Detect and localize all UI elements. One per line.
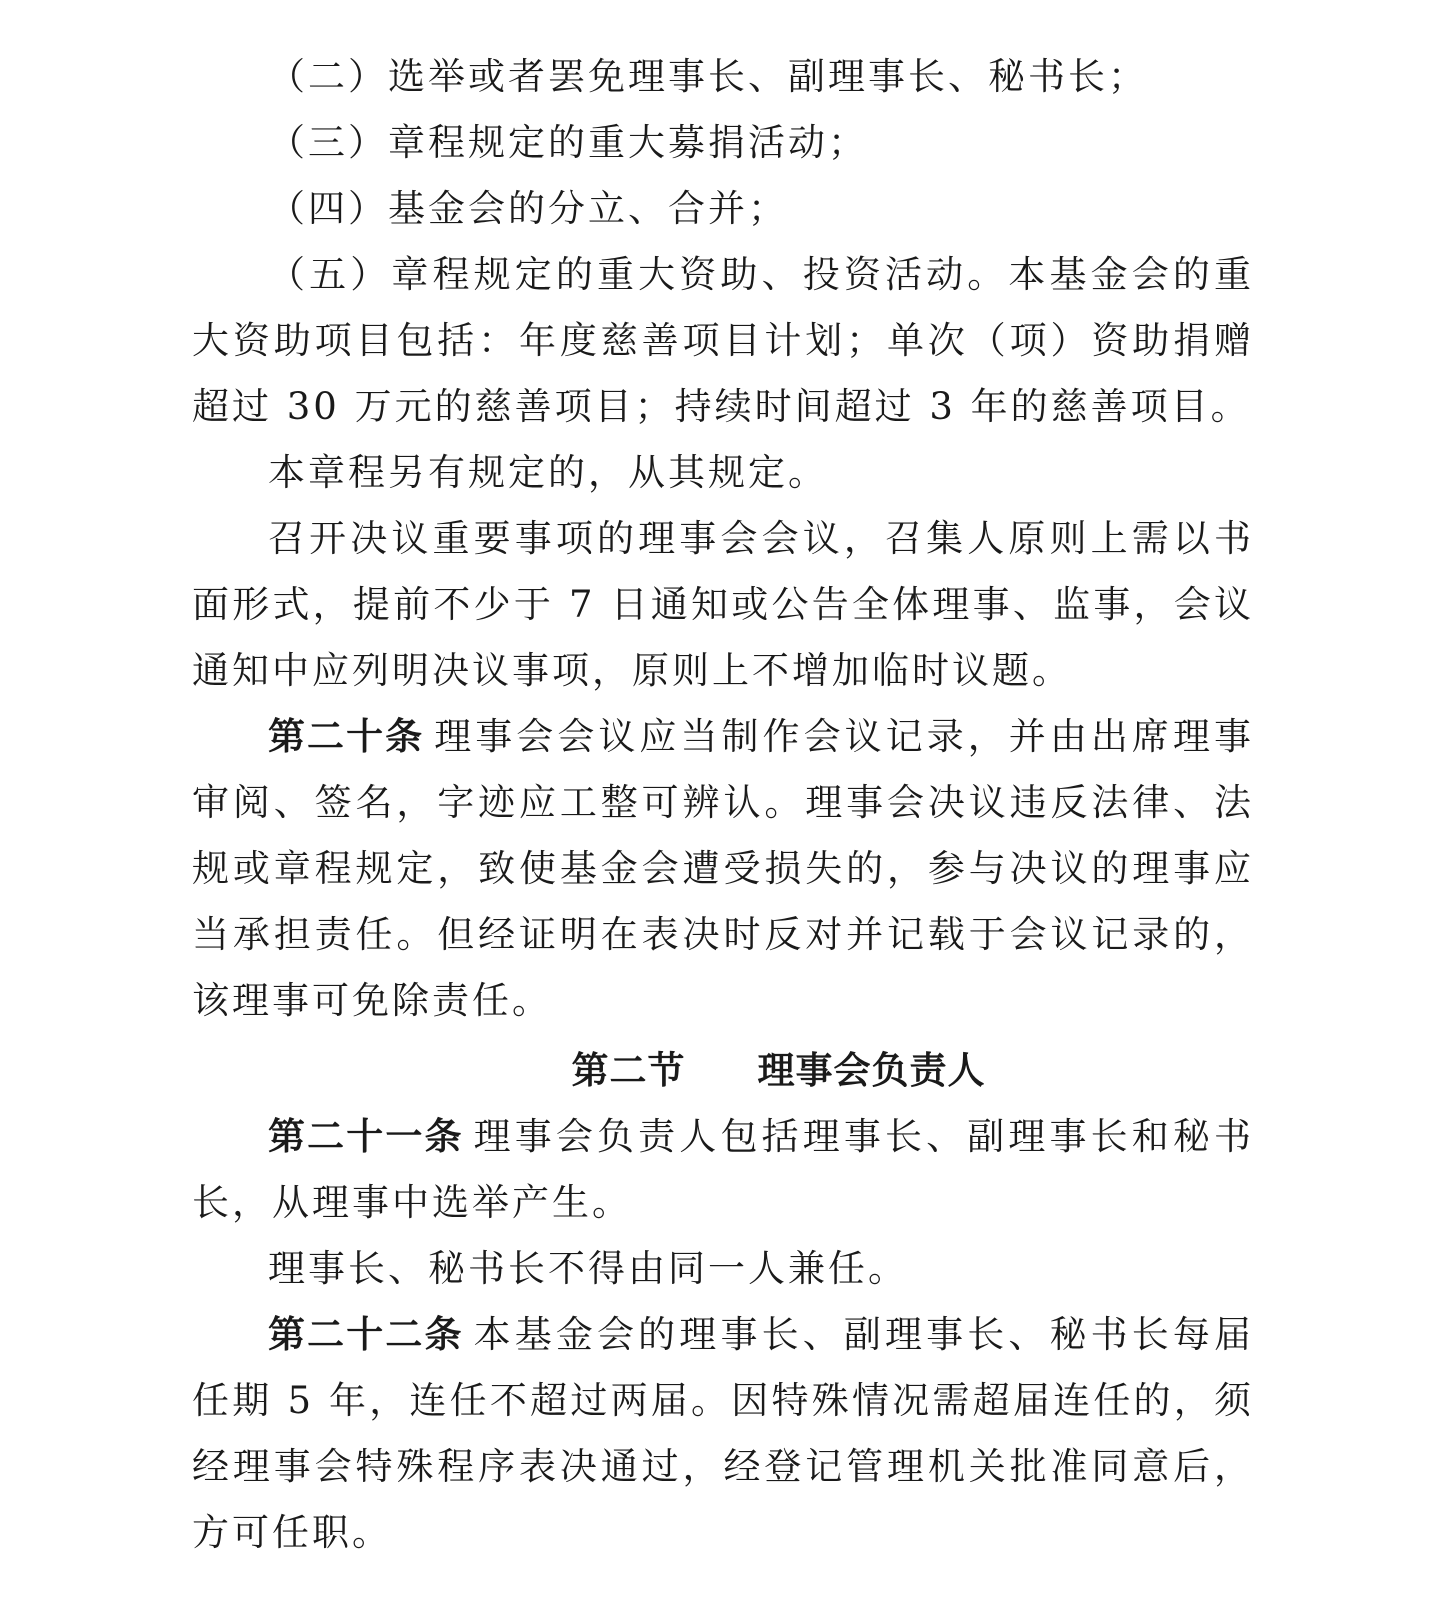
paragraph-item-3 <box>192 110 1254 176</box>
article-number: 第二十条 <box>268 715 425 758</box>
paragraph-no-concurrent <box>192 1236 1254 1302</box>
paragraph-text: 理事会负责人包括理事长、副理事长和秘书长，从理事中选举产生。 <box>192 1115 1255 1224</box>
paragraph-text: （五）章程规定的重大资助、投资活动。本基金会的重大资助项目包括：年度慈善项目计划；单次（项）资助捐赠超过 30 万元的慈善项目；持续时间超过 3 年的慈善项目。 <box>192 253 1254 428</box>
section-title-text: 理事会负责人 <box>757 1049 986 1092</box>
article-number: 第二十一条 <box>268 1115 464 1158</box>
paragraph-text: （三）章程规定的重大募捐活动； <box>268 121 868 164</box>
paragraph-text: 理事长、秘书长不得由同一人兼任。 <box>268 1247 908 1290</box>
paragraph-text: 召开决议重要事项的理事会会议，召集人原则上需以书面形式，提前不少于 7 日通知或公告全体理事、监事，会议通知中应列明决议事项，原则上不增加临时议题。 <box>192 517 1254 692</box>
paragraph-text: （四）基金会的分立、合并； <box>268 187 788 230</box>
article-22 <box>192 1302 1254 1566</box>
section-label: 第二节 <box>571 1049 686 1092</box>
paragraph-text: 本章程另有规定的，从其规定。 <box>268 451 828 494</box>
paragraph-meeting-notice <box>192 506 1254 704</box>
paragraph-item-5 <box>192 242 1254 440</box>
article-number: 第二十二条 <box>268 1313 464 1356</box>
section-heading <box>0 1038 1437 1104</box>
paragraph-text: 本基金会的理事长、副理事长、秘书长每届任期 5 年，连任不超过两届。因特殊情况需超届连任的，须经理事会特殊程序表决通过，经登记管理机关批准同意后，方可任职。 <box>192 1313 1255 1554</box>
paragraph-text: 理事会会议应当制作会议记录，并由出席理事审阅、签名，字迹应工整可辨认。理事会决议违反法律、法规或章程规定，致使基金会遭受损失的，参与决议的理事应当承担责任。但经证明在表决时反对并记载于会议记录的，该理事可免除责任。 <box>192 715 1255 1022</box>
paragraph-item-4 <box>192 176 1254 242</box>
article-20 <box>192 704 1254 1034</box>
paragraph-own-rules <box>192 440 1254 506</box>
paragraph-text: （二）选举或者罢免理事长、副理事长、秘书长； <box>268 55 1148 98</box>
paragraph-item-2 <box>192 44 1254 110</box>
article-21 <box>192 1104 1254 1236</box>
